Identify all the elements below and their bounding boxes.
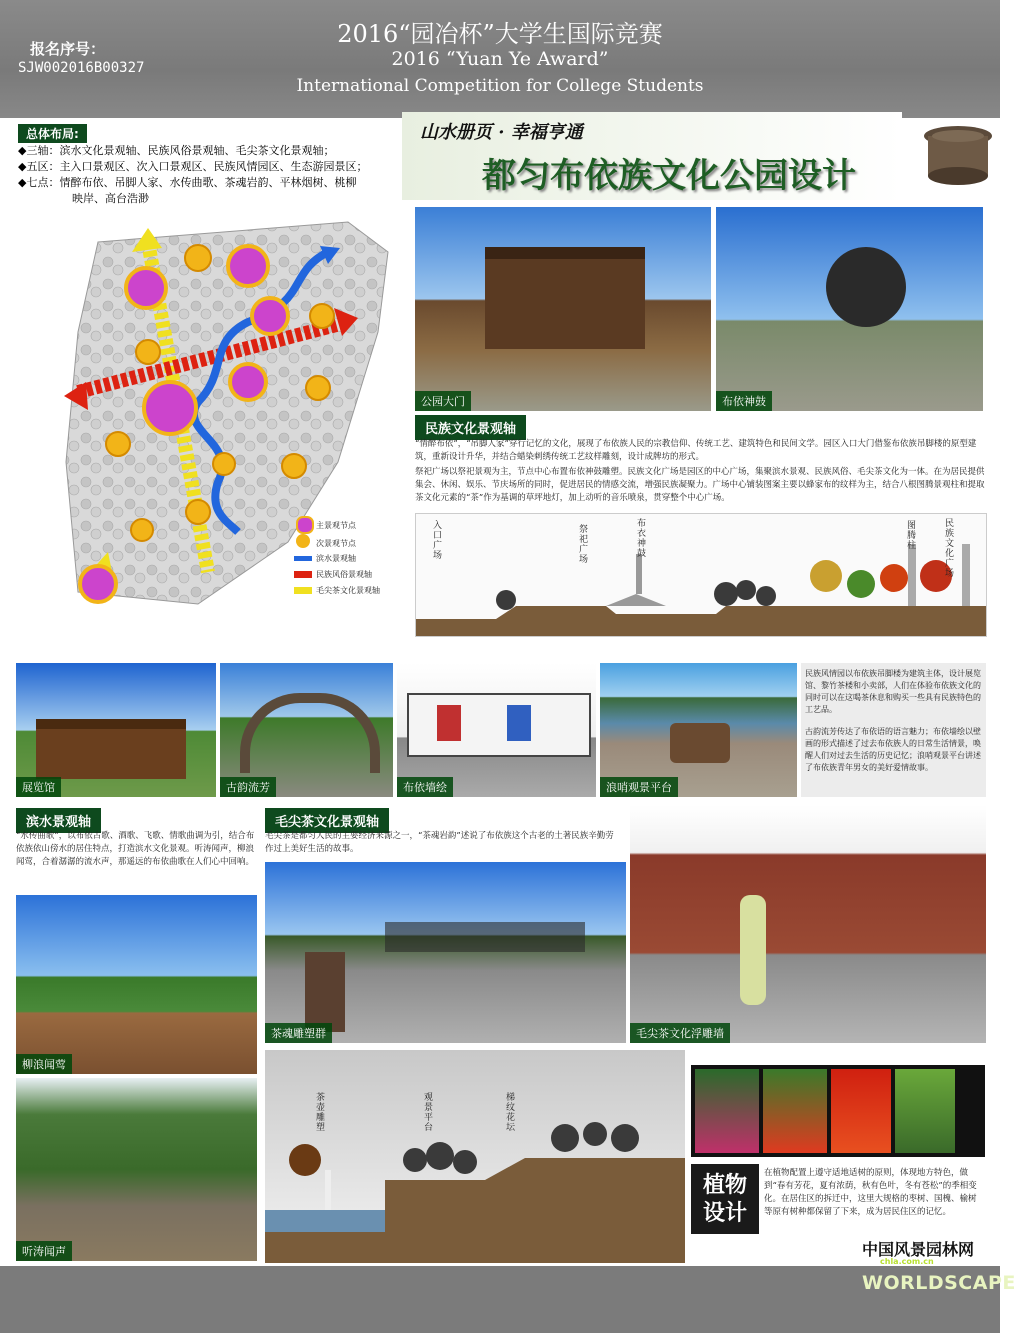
section-label-terraced-bed: 梯纹花坛 [504,1092,514,1132]
section-label-teapot: 茶壶雕塑 [314,1092,324,1132]
section-label-culture-square: 民族文化广场 [943,518,953,578]
legend-main-node-icon [296,516,314,534]
ethnic-axis-heading: 民族文化景观轴 [415,415,526,440]
legend-folk-axis: 民族风俗景观轴 [316,570,372,579]
caption-tea-relief-wall: 毛尖茶文化浮雕墙 [630,1023,730,1043]
section-label-entrance: 入口广场 [431,520,441,560]
legend-water-axis: 滨水景观轴 [316,554,356,563]
ethnic-elevation [415,513,987,637]
ethnic-area-text-2: 古韵流芳传达了布依语的语言魅力；布依墙绘以壁画的形式描述了过去布依族人的日常生活情景，唤醒人们对过去生活的历史记忆；浪哨观景平台讲述了布依族青年男女的美好爱情故事。 [805,727,981,772]
title-block [402,112,1000,200]
registration-label: 报名序号： [30,40,106,58]
planting-photo-strip [691,1065,985,1157]
buyi-drum-photo [716,207,983,411]
sculpture-figure [305,952,345,1032]
mural-figure [437,705,461,741]
project-title: 都匀布依族文化公园设计 [482,156,856,196]
caption-exhibition-hall: 展览馆 [16,777,61,797]
plant-photo-maple [831,1069,891,1153]
layout-line-points-cont: 映岸、高台浩渺 [72,192,149,205]
tea-relief-wall-photo [630,805,986,1043]
caption-tea-soul-sculpture: 茶魂雕塑群 [265,1023,332,1043]
legend-secondary-node: 次景观节点 [316,539,356,548]
master-plan [58,212,408,610]
footer-logo-cn: 中国风景园林网 [862,1240,975,1259]
tea-soul-sculpture-photo [265,862,626,1043]
willow-oriole-photo [16,895,257,1074]
mural-wall [407,693,591,757]
footer-bar [0,1266,1000,1333]
section-label-sacrifice: 祭祀广场 [577,524,587,564]
sculpture-group [385,922,585,952]
plant-photo-pomegranate [763,1069,827,1153]
drum-sculpture [826,247,906,327]
section-label-platform: 观景平台 [422,1092,432,1132]
buyi-mural-photo [397,663,596,797]
plant-photo-pine [895,1069,955,1153]
waterfront-heading: 滨水景观轴 [16,808,101,833]
layout-line-axes: ◆三轴：滨水文化景观轴、民族风俗景观轴、毛尖茶文化景观轴； [18,144,335,157]
layout-line-points: ◆七点：情醉布依、吊脚人家、水传曲歌、茶魂岩韵、平林烟树、桃柳 [18,176,357,189]
pergola-arc [240,693,380,773]
caption-buyi-drum: 布依神鼓 [716,391,772,411]
legend-secondary-node-icon [296,534,310,548]
mural-figure [507,705,531,741]
footer-logo-url: chla.com.cn [880,1257,934,1266]
header-banner [0,0,1000,118]
registration-code: SJW002016B00327 [18,60,145,76]
ethnic-axis-text-2: 祭祀广场以祭祀景观为主，节点中心布置布依神鼓雕塑。民族文化广场是园区的中心广场，集聚滨水景观、民族风俗、毛尖茶文化为一体。在为居民提供集会、休闲、娱乐、节庆场所的同时，促进居民的情感交流，增强民族凝聚力。广场中心铺装图案主要以蜂家布的纹样为主，结合八根图腾景观柱和提取茶文化元素的“茶”作为基调的草坪地灯，加上动听的音乐喷泉，贯穿整个中心广场。 [415,467,985,503]
legend-water-axis-icon [294,556,312,561]
ancient-charm-photo [220,663,393,797]
section-label-drum: 布衣神鼓 [635,518,645,558]
competition-title-cn: 2016“园冶杯”大学生国际竞赛 [337,20,663,48]
waterfront-text: “水传曲歌”，以布依古歌、酒歌、飞歌、情歌曲调为引，结合布依族依山傍水的居住特点，打造滨水文化景观。听涛闻声，柳浪闻莺，合着潺潺的流水声，那遥远的布依曲歌在人们心中回响。 [16,831,255,867]
listen-waves-photo [16,1078,257,1261]
overall-layout-box [12,122,402,205]
gate-structure [485,247,645,349]
plant-photo-flower [695,1069,759,1153]
competition-subtitle-en: International Competition for College Students [296,76,704,96]
legend-folk-axis-icon [294,571,312,578]
caption-viewing-platform: 浪哨观景平台 [600,777,678,797]
layout-line-zones: ◆五区：主入口景观区、次入口景观区、民族风情园区、生态游园景区； [18,160,368,173]
ethnic-axis-text-1: “情醉布依”，“吊脚人家”穿行记忆的文化，展现了布依族人民的宗教信仰、传统工艺、建筑特色和民间文学。园区入口大门借鉴布依族吊脚楼的原型建筑，重新设计升华，并结合蜡染刺绣传统工艺纹样雕刻，设计成牌坊的形式。 [415,439,977,462]
park-gate-photo [415,207,711,411]
viewing-platform-photo [600,663,797,797]
legend-tea-axis: 毛尖茶文化景观轴 [316,586,380,595]
competition-title-en: 2016 “Yuan Ye Award” [391,48,609,70]
platform-sculpture [670,723,730,763]
section-label-totem: 图腾柱 [905,520,915,550]
legend-tea-axis-icon [294,587,312,594]
hall-building [36,719,186,779]
visitor-figure [740,895,766,1005]
footer-logo-en: WORLDSCAPE [862,1272,1016,1294]
legend-main-node: 主景观节点 [316,521,356,530]
caption-ancient-charm: 古韵流芳 [220,777,276,797]
caption-willow-oriole: 柳浪闻莺 [16,1054,72,1074]
planting-text: 在植物配置上遵守适地适树的原则，体现地方特色，做到“春有芳花，夏有浓荫，秋有色叶，冬有苍松”的季相变化。在居住区的拆迁中，这里大规格的枣树、国槐、榆树等原有树种都保留了下来，成为居民住区的记忆。 [764,1168,977,1217]
planting-heading: 植物设计 [702,1173,747,1226]
tea-elevation [265,1050,685,1263]
caption-park-gate: 公园大门 [415,391,471,411]
caption-buyi-mural: 布依墙绘 [397,777,453,797]
exhibition-hall-photo [16,663,216,797]
title-motto: 山水册页 · 幸福亨通 [420,122,583,143]
bronze-drum-icon [920,122,996,188]
ethnic-area-text-1: 民族风情园以布依族吊脚楼为建筑主体，设计展览馆、黎竹茶楼和小卖部，人们在体验布依族文化的同时可以在这喝茶休息和购买一些具有民族特色的工艺品。 [805,669,981,714]
tea-axis-heading: 毛尖茶文化景观轴 [265,808,389,833]
tea-axis-text: 毛尖茶是都匀人民的主要经济来源之一，“茶魂岩韵”述说了布依族这个古老的土著民族辛勤劳作过上美好生活的故事。 [265,831,614,854]
layout-heading: 总体布局: [18,124,87,143]
caption-listen-waves: 听涛闻声 [16,1241,72,1261]
